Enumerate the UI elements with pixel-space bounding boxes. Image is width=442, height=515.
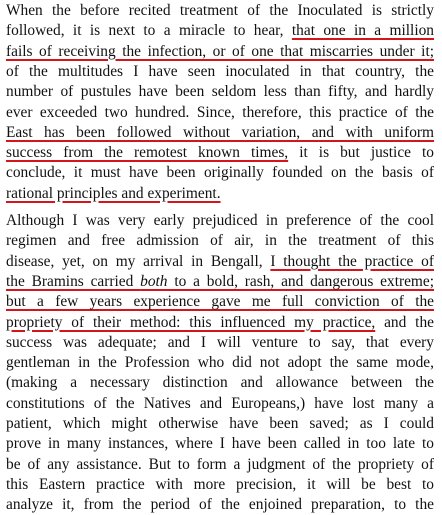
text-line [6,231,434,251]
underlined-text: the Bramins carried [6,272,141,290]
underlined-text: but a few years experience gave me full conviction of the [6,293,434,311]
text-line [6,42,434,62]
text-line [6,455,434,475]
text-line [6,373,434,393]
text-line [6,414,434,434]
text-line [6,495,434,515]
text-segment: conclude, it must have been originally founded on the basis of [6,164,434,182]
text-segment: constitutions of the Natives and Europeans,) have lost many a [6,394,434,412]
text-segment: number of pustules have been seldom less than fifty, and hardly [6,83,434,101]
text-line [6,272,434,292]
text-line [6,62,434,82]
text-line [6,1,434,21]
text-segment: followed, it is next to a miracle to hear, [6,22,292,40]
text-segment: patient, which might otherwise have been saved; as I could [6,415,434,432]
text-segment: this Eastern practice with more precision, it will be best to [6,475,434,493]
text-segment: (making a necessary distinction and allowance between the [6,374,434,392]
text-line [6,103,434,123]
text-line [6,252,434,272]
underlined-text: both [140,272,168,290]
text-line [6,394,434,414]
underlined-text: to a bold, rash, and dangerous extreme; [167,272,435,290]
text-segment: gentleman in the Profession who did not adopt the same mode, [6,354,434,372]
text-segment: prove in many instances, where I have been called in too late to [6,435,434,453]
text-line [6,292,434,312]
underlined-text: that one in a million [291,22,434,40]
underlined-text: propriety of their method: this influenced my practice, [6,313,376,331]
text-segment: When the before recited treatment of the Inoculated is strictly [6,2,434,19]
text-segment: of the multitudes I have seen inoculated in that country, the [6,62,434,80]
text-line [6,434,434,454]
text-segment: analyze it, from the period of the enjoined preparation, to the [6,496,434,514]
underlined-text: fails of receiving the infection, or of one that miscarries under it; [6,42,434,60]
text-segment: regimen and free admission of air, in the treatment of this [6,232,434,250]
text-line [6,353,434,373]
text-segment: disease, yet, on my arrival in Bengall, [6,252,271,270]
text-segment: ever exceeded two hundred. Since, therefore, this practice of the [6,103,434,121]
text-line [6,333,434,353]
text-line [6,143,434,163]
text-line [6,475,434,495]
text-line [6,211,434,231]
text-line [6,123,434,143]
text-segment: and the [375,313,434,331]
text-segment: be of any assistance. But to form a judgment of the propriety of [6,455,434,473]
text-line [6,21,434,41]
text-segment: success was adequate; and I will venture to say, that every [6,333,434,351]
text-line [6,163,434,183]
underlined-text: success from the remotest known times, [6,144,289,162]
text-segment: Although I was very early prejudiced in preference of the cool [6,212,434,229]
text-line [6,313,434,333]
text-segment: it is but justice to [288,144,435,162]
text-line [6,184,434,204]
underlined-text: rational principles and experiment. [6,184,221,202]
underlined-text: I thought the practice of [270,252,434,270]
text-line [6,82,434,102]
underlined-text: East has been followed without variation, and with uniform [6,123,434,141]
